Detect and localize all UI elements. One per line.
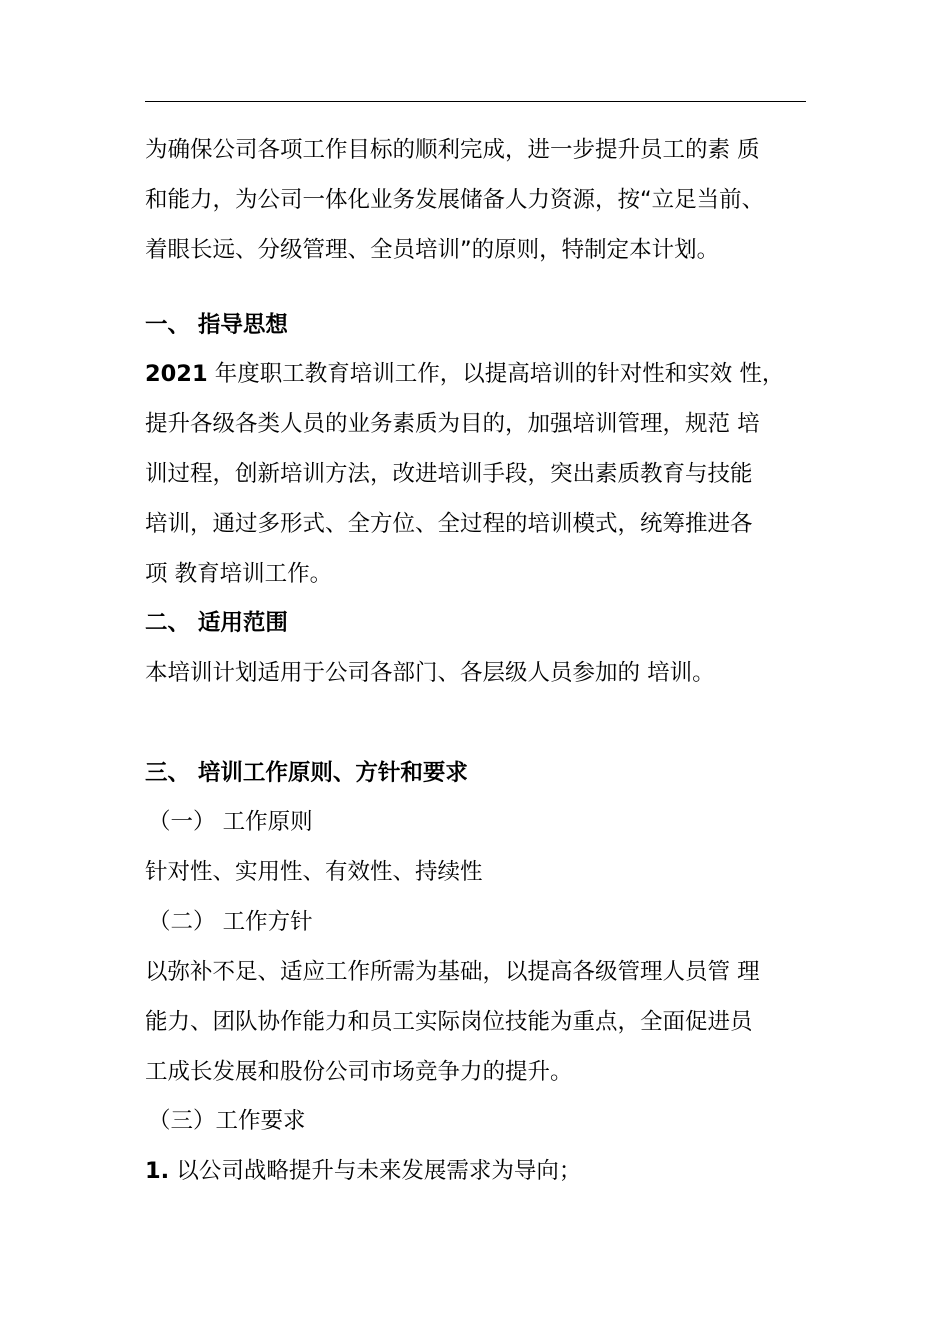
section1-line-4: 培训，通过多形式、全方位、全过程的培训模式，统筹推进各 <box>145 511 753 537</box>
section1-line-2: 提升各级各类人员的业务素质为目的，加强培训管理，规范 培 <box>145 411 760 437</box>
section1-line-1-text: 年度职工教育培训工作，以提高培训的针对性和实效 性， <box>207 361 785 387</box>
sub1-heading: （一） 工作原则 <box>148 809 313 835</box>
sub2-line-3: 工成长发展和股份公司市场竞争力的提升。 <box>145 1059 573 1085</box>
intro-line-3: 着眼长远、分级管理、全员培训”的原则，特制定本计划。 <box>145 237 720 263</box>
sub2-line-1: 以弥补不足、适应工作所需为基础，以提高各级管理人员管 理 <box>145 959 760 985</box>
sub3-item-1-text: 以公司战略提升与未来发展需求为导向； <box>169 1158 582 1184</box>
section1-line-3: 训过程，创新培训方法，改进培训手段，突出素质教育与技能 <box>145 461 753 487</box>
section2-text: 本培训计划适用于公司各部门、各层级人员参加的 培训。 <box>145 660 715 686</box>
intro-line-2: 和能力，为公司一体化业务发展储备人力资源，按“立足当前、 <box>145 187 765 213</box>
section1-line-1 <box>145 359 784 389</box>
section1-heading: 一、 指导思想 <box>145 312 288 338</box>
sub3-heading: （三）工作要求 <box>148 1108 306 1134</box>
section2-heading: 二、 适用范围 <box>145 610 288 636</box>
sub3-item-1 <box>145 1156 581 1186</box>
intro-line-1: 为确保公司各项工作目标的顺利完成，进一步提升员工的素 质 <box>145 137 760 163</box>
sub3-item-1-number: 1. <box>145 1158 170 1184</box>
section1-year: 2021 <box>145 361 208 387</box>
section1-line-5: 项 教育培训工作。 <box>145 561 333 587</box>
sub2-heading: （二） 工作方针 <box>148 909 313 935</box>
sub2-line-2: 能力、团队协作能力和员工实际岗位技能为重点，全面促进员 <box>145 1009 753 1035</box>
header-rule <box>145 101 806 102</box>
sub1-text: 针对性、实用性、有效性、持续性 <box>145 859 483 885</box>
section3-heading: 三、 培训工作原则、方针和要求 <box>145 760 468 786</box>
